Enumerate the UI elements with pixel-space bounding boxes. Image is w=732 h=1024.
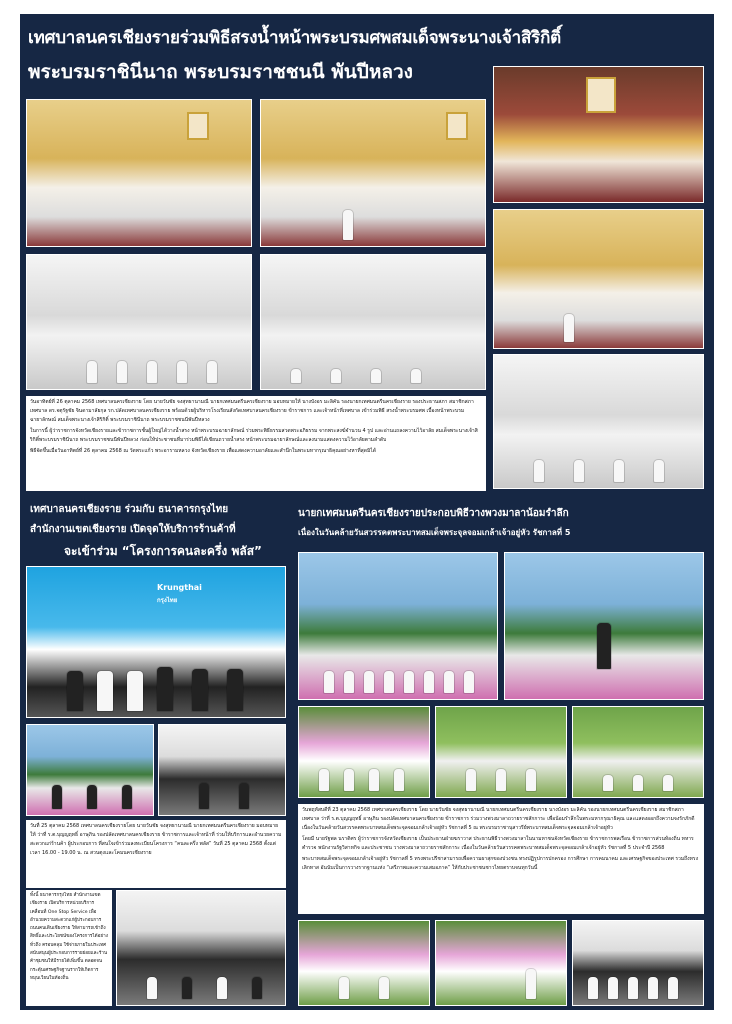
- story3-photo-seated-guests: [572, 920, 704, 1006]
- story2-article-text-top: [26, 820, 286, 888]
- krungthai-logo-text: Krungthai: [157, 583, 202, 592]
- story2-paragraph-1: วันที่ 25 ตุลาคม 2568 เทศบาลนครเชียงรายโดย นายวันชัย จงสุทธานามณี นายกเทศมนตรีนครเชียงราย มอบหมายให้ ว่าที่ ร.ต.บุญญฤทธิ์ อาษุภิน รองปลัดเทศบาลนครเชียงราย ข้าราชการและเจ้าหน้าที่ ร่วมให้บริการและอำนวยความสะดวกแก่ร้านค้า ผู้ประกอบการ ที่สนใจเข้าร่วมลงทะเบียนโครงการ “คนละครึ่ง พลัส” วันที่ 25 ตุลาคม 2568 ตั้งแต่เวลา 16.00 - 19.00 น. ณ สวนตุงและโคมนครเชียงราย: [30, 823, 282, 856]
- story1-photo-water-pouring: [260, 99, 486, 247]
- story1-paragraph-1: วันอาทิตย์ที่ 26 ตุลาคม 2568 เทศบาลนครเชียงราย โดย นายวันชัย จงสุทธานามณี นายกเทศมนตรีนครเชียงราย มอบหมายให้ นางบังอร มะลิคัน รองนายกเทศมนตรีนครเชียงราย รองประธานสภา สมาชิกสภาเทศบาล ดร.จตุรัฐชัย จินดามาลัยกุล รก.ปลัดเทศบาลนครเชียงราย พร้อมด้วยผู้บริหารโรงเรียนสังกัดเทศบาลนครเชียงราย ข้าราชการ และเจ้าหน้าที่เทศบาล เข้าร่วมพิธี สรงน้ำพระบรมศพ เบื้องหน้าพระบรมฉายาลักษณ์ สมเด็จพระนางเจ้าสิริกิติ์ พระบรมราชินีนาถ พระบรมราชชนนีพันปีหลวง: [30, 399, 474, 423]
- story3-photo-ceremony-field: [572, 706, 704, 798]
- story1-article-text: [26, 396, 486, 491]
- story2-photo-tent-service: [116, 890, 286, 1006]
- story3-paragraph-3: พระบาทสมเด็จพระจุลจอมเกล้าเจ้าอยู่หัว รัชกาลที่ 5 ทรงพระปรีชาสามารถเพื่อความผาสุกของปวงชน ทรงปฏิรูปการปกครอง การศึกษา การคมนาคม และเศรษฐกิจของประเทศ รวมถึงทรงเลิกทาส อันนับเป็นการวางรากฐานแห่ง “เสรีภาพและความเสมอภาค” ให้กับประชาชนชาวไทยตราบจนทุกวันนี้: [302, 856, 699, 871]
- story1-photo-altar: [493, 66, 704, 203]
- story3-headline-line2: เนื่องในวันคล้ายวันสวรรคตพระบาทสมเด็จพระจุลจอมเกล้าเจ้าอยู่หัว รัชกาลที่ 5: [298, 528, 571, 537]
- story3-article-text: [298, 804, 704, 914]
- story2-headline-line3: จะเข้าร่วม “โครงการคนละครึ่ง พลัส”: [64, 544, 262, 558]
- story2-headline-line2: สำนักงานเขตเชียงราย เปิดจุดให้บริการร้านค้าที่: [30, 524, 236, 535]
- story3-photo-wreath-laying: [298, 920, 430, 1006]
- story3-photo-statue-wreaths: [504, 552, 704, 700]
- story1-headline-line2: พระบรมราชินีนาถ พระบรมราชชนนี พันปีหลวง: [28, 61, 413, 83]
- story1-photo-signing-book: [493, 209, 704, 349]
- story1-photo-prostrating: [26, 99, 252, 247]
- story2-photo-service-desk: [26, 724, 154, 816]
- story1-headline-line1: เทศบาลนครเชียงรายร่วมพิธีสรงน้ำหน้าพระบรมศพสมเด็จพระนางเจ้าสิริกิติ์: [28, 28, 562, 48]
- story3-photo-governor-wreath: [435, 920, 567, 1006]
- story3-photo-group-monument: [298, 552, 498, 700]
- story3-photo-officials-row: [298, 706, 430, 798]
- story1-paragraph-2: ในการนี้ ผู้ว่าราชการจังหวัดเชียงรายและข้าราชการชั้นผู้ใหญ่ได้วางน้ำสรง หน้าพระบรมฉายาลักษณ์ ร่วมพระพิธีธรรมสวดพระอภิธรรม จากพระสงฆ์จำนวน 4 รูป และอ่านแถลงความไว้อาลัย สมเด็จพระนางเจ้าสิริกิติ์พระบรมราชินีนาถ พระบรมราชชนนีพันปีหลวง ก่อนให้ประชาชนที่มาร่วมพิธีได้เขียนถวายน้ำสรง หน้าพระบรมฉายาลักษณ์และลงนามแสดงความไว้อาลัยตามลำดับ: [30, 428, 478, 443]
- story2-photo-registration: [158, 724, 286, 816]
- story1-photo-hall-audience: [260, 254, 486, 390]
- krungthai-logo-sub: กรุงไทย: [157, 597, 178, 604]
- story2-photo-group-banner: [26, 566, 286, 718]
- story3-paragraph-1: วันพฤหัสบดีที่ 23 ตุลาคม 2568 เทศบาลนครเชียงราย โดย นายวันชัย จงสุทธานามณี นายกเทศมนตรีนครเชียงราย นางบังอร มะลิคัน รองนายกเทศมนตรีนครเชียงราย สมาชิกสภาเทศบาล ว่าที่ ร.ต.บุญญฤทธิ์ อาษุภิน รองปลัดเทศบาลนครเชียงราย ข้าราชการ ร่วมวางพวงมาลาถวายราชสักการะ เพื่อน้อมรำลึกในพระมหากรุณาธิคุณ และแสดงออกถึงความจงรักภักดี เนื่องในวันคล้ายวันสวรรคตพระบาทสมเด็จพระจุลจอมเกล้าเจ้าอยู่หัว รัชกาลที่ 5 ณ พระบรมราชานุสาวรีย์พระบาทสมเด็จพระจุลจอมเกล้าเจ้าอยู่หัว: [302, 807, 695, 831]
- story3-paragraph-2: โดยมี นายรัฐพล นราดิศร ผู้ว่าราชการจังหวัดเชียงราย เป็นประธานฝ่ายฆราวาส ประธานพิธีวางพวงมาลาในนามหาชนจังหวัดเชียงราย ข้าราชการพลเรือน ข้าราชการส่วนท้องถิ่น ทหาร ตำรวจ พนักงานรัฐวิสาหกิจ และประชาชน วางพวงมาลาถวายราชสักการะ เนื่องในวันคล้ายวันสวรรคตพระบาทสมเด็จพระจุลจอมเกล้าเจ้าอยู่หัว รัชกาลที่ 5 ประจำปี 2568: [302, 836, 694, 851]
- story2-article-text-side: [26, 890, 112, 1006]
- story1-photo-officials-seated: [26, 254, 252, 390]
- story1-paragraph-3: พิธีจัดขึ้นเมื่อวันอาทิตย์ที่ 26 ตุลาคม 2568 ณ วัดพระแก้ว พระอารามหลวง จังหวัดเชียงราย เพื่อแสดงความอาลัยและสำนึกในพระมหากรุณาธิคุณอย่างหาที่สุดมิได้: [30, 448, 377, 454]
- newsletter-page: [20, 14, 714, 1010]
- story2-paragraph-2: ทั้งนี้ ธนาคารกรุงไทย สำนักงานเขตเชียงราย เปิดบริการหน่วยบริการเคลื่อนที่ One Stop Service เพื่ออำนวยความสะดวกแก่ผู้ประกอบการ ถนนคนเดินเชียงราย ให้สามารถเข้าถึงสิทธิ์และประโยชน์ของโครงการได้อย่างทั่วถึง ครอบคลุม ใช้จ่ายภายในประเทศ สนับสนุนผู้ประกอบการรายย่อยและร้านค้าชุมชนให้มีรายได้เพิ่มขึ้น ตลอดจนกระตุ้นเศรษฐกิจฐานรากให้เกิดการหมุนเวียนในท้องถิ่น: [30, 893, 108, 981]
- story3-photo-salute: [435, 706, 567, 798]
- story3-headline-line1: นายกเทศมนตรีนครเชียงรายประกอบพิธีวางพวงมาลาน้อมรำลึก: [298, 508, 569, 519]
- story2-headline-line1: เทศบาลนครเชียงราย ร่วมกับ ธนาคารกรุงไทย: [30, 504, 229, 515]
- story1-photo-women-officials: [493, 354, 704, 489]
